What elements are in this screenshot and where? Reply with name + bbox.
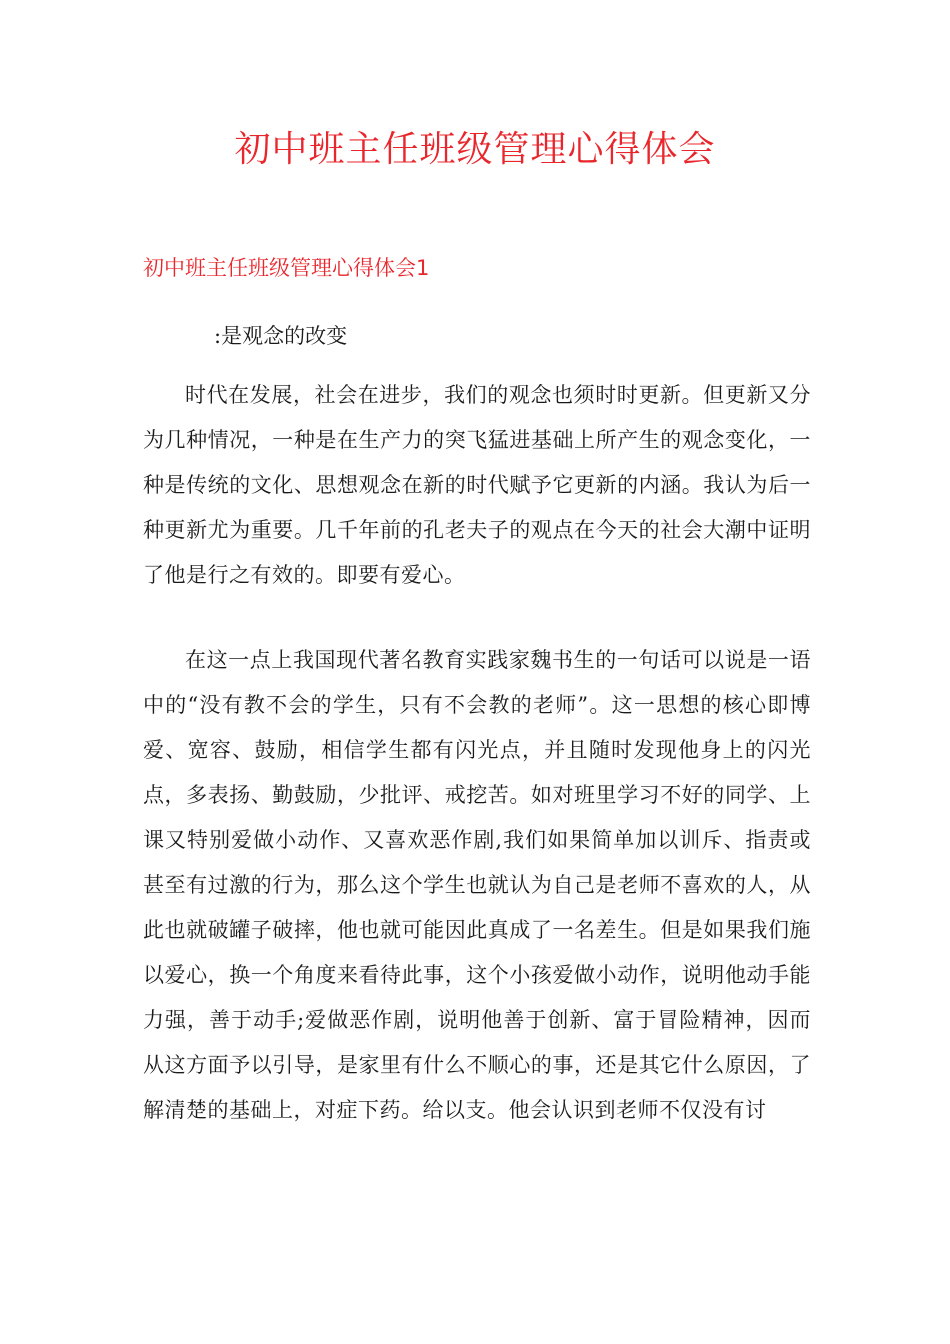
body-paragraph-1: 时代在发展，社会在进步，我们的观念也须时时更新。但更新又分为几种情况，一种是在生产力的突飞猛进基础上所产生的观念变化，一种是传统的文化、思想观念在新的时代赋予它更新的内涵。我认为后一种更新尤为重要。几千年前的孔老夫子的观点在今天的社会大潮中证明了他是行之有效的。即要有爱心。: [143, 383, 811, 587]
body-paragraph-2: 在这一点上我国现代著名教育实践家魏书生的一句话可以说是一语中的“没有教不会的学生，只有不会教的老师”。这一思想的核心即博爱、宽容、鼓励，相信学生都有闪光点，并且随时发现他身上的闪光点，多表扬、勤鼓励，少批评、戒挖苦。如对班里学习不好的同学、上课又特别爱做小动作、又喜欢恶作剧,我们如果简单加以训斥、指责或甚至有过激的行为，那么这个学生也就认为自己是老师不喜欢的人，从此也就破罐子破摔，他也就可能因此真成了一名差生。但是如果我们施以爱心，换一个角度来看待此事，这个小孩爱做小动作，说明他动手能力强，善于动手;爱做恶作剧，说明他善于创新、富于冒险精神，因而从这方面予以引导，是家里有什么不顺心的事，还是其它什么原因，了解清楚的基础上，对症下药。给以支。他会认识到老师不仅没有讨: [143, 648, 811, 1122]
subheading: :是观念的改变: [214, 324, 348, 348]
section-heading: 初中班主任班级管理心得体会1: [143, 256, 430, 280]
document-title: 初中班主任班级管理心得体会: [234, 129, 716, 170]
